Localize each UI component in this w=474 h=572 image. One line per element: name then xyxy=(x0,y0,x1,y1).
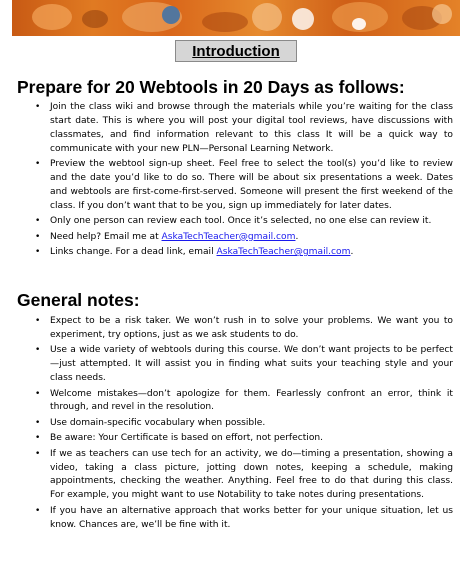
bullet-icon: • xyxy=(35,247,41,258)
section-heading-prepare: Prepare for 20 Webtools in 20 Days as follows: xyxy=(17,77,405,97)
header-banner-image xyxy=(12,0,460,36)
list-item xyxy=(35,388,453,416)
email-link[interactable]: AskaTechTeacher@gmail.com xyxy=(216,247,351,258)
bullet-icon: • xyxy=(35,505,41,516)
list-item-text-end: . xyxy=(350,247,354,258)
list-item-text: If we as teachers can use tech for an activity, we do—timing a presentation, showing a video, taking a class picture, jotting down notes, keeping a schedule, making appointments, checking the weather. Anything. Feel free to do that during this class. For example, you might want to use Notability to take notes during presentations. xyxy=(50,448,453,501)
page-title: Introduction xyxy=(192,43,280,60)
list-item-text: Only one person can review each tool. Once it’s selected, no one else can review it. xyxy=(50,216,432,227)
list-item xyxy=(35,417,453,431)
list-item-text-end: . xyxy=(295,231,299,242)
bullet-icon: • xyxy=(35,433,41,444)
list-item xyxy=(35,215,453,229)
bullet-icon: • xyxy=(35,417,41,428)
list-item-text: Links change. For a dead link, email xyxy=(50,247,217,258)
list-item-text: Welcome mistakes—don’t apologize for them. Fearlessly confront an error, think it through, and revel in the resolution. xyxy=(50,388,453,413)
email-link[interactable]: AskaTechTeacher@gmail.com xyxy=(161,231,296,242)
list-item xyxy=(35,344,453,386)
list-item xyxy=(35,246,453,260)
list-item xyxy=(35,432,453,446)
bullet-icon: • xyxy=(35,316,41,326)
list-item-text: Use domain-specific vocabulary when possible. xyxy=(50,417,266,428)
list-item xyxy=(35,231,453,245)
bullet-icon: • xyxy=(35,102,41,112)
list-item xyxy=(35,448,453,504)
list-item-text: Be aware: Your Certificate is based on effort, not perfection. xyxy=(50,433,324,444)
bullet-icon: • xyxy=(35,388,41,399)
list-item-text: If you have an alternative approach that works better for your unique situation, let us know. Chances are, we’ll be fine with it. xyxy=(50,505,453,530)
list-item xyxy=(35,505,453,533)
list-item xyxy=(35,158,453,214)
list-item-text: Use a wide variety of webtools during this course. We don’t want projects to be perfect—just attempted. It will assist you in finding what suits your teaching style and your class needs. xyxy=(50,345,453,384)
prepare-list xyxy=(35,101,453,261)
bullet-icon: • xyxy=(35,216,41,227)
list-item-text: Expect to be a risk taker. We won’t rush in to solve your problems. We want you to experiment, try options, just as we ask students to do. xyxy=(50,316,453,340)
bullet-icon: • xyxy=(35,448,41,459)
list-item-text: Need help? Email me at xyxy=(50,231,162,242)
general-notes-list xyxy=(35,315,453,534)
section-heading-general-notes: General notes: xyxy=(17,290,140,310)
list-item xyxy=(35,315,453,343)
bullet-icon: • xyxy=(35,231,41,242)
list-item-text: Join the class wiki and browse through the materials while you’re waiting for the class start date. This is where you will post your digital tool reviews, have discussions with classmates, and find information relevant to this class It will be a quick way to communicate with your new PLN—Personal Learning Network. xyxy=(50,102,453,154)
list-item xyxy=(35,101,453,157)
bullet-icon: • xyxy=(35,345,41,356)
bullet-icon: • xyxy=(35,159,41,170)
list-item-text: Preview the webtool sign-up sheet. Feel free to select the tool(s) you’d like to review and the date you’d like to do so. There will be about six presentations a week. Dates and webtools are first-come-first-served. Someone will present the first weekend of the class. If you don’t want that to be you, sign up immediately for later dates. xyxy=(50,159,453,211)
title-box xyxy=(175,40,297,62)
